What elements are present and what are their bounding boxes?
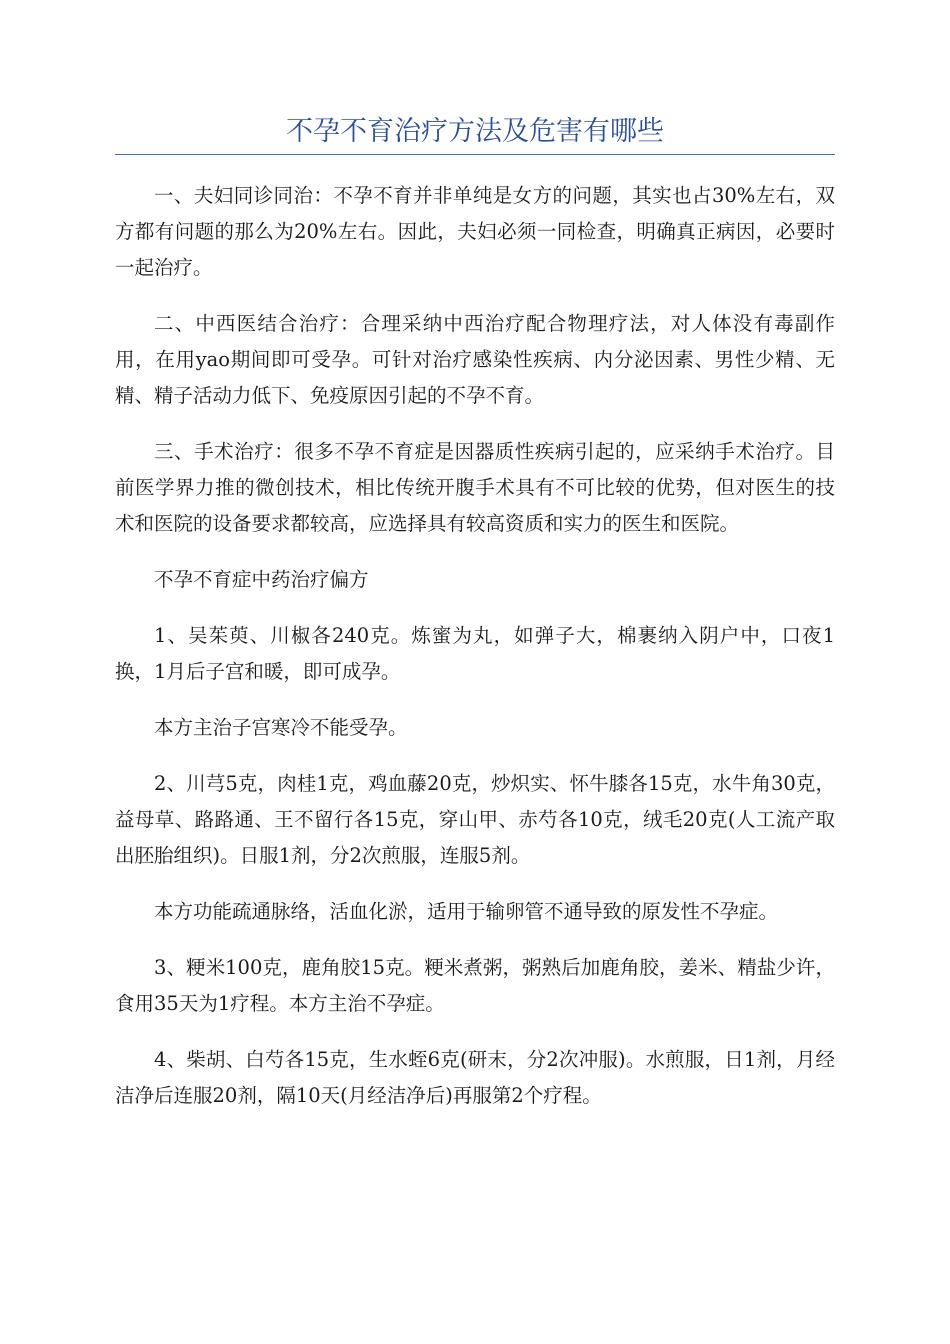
paragraph-remedy-4: 4、柴胡、白芍各15克，生水蛭6克(研末，分2次冲服)。水煎服，日1剂，月经洁净后连服20剂，隔10天(月经洁净后)再服第2个疗程。 [115, 1048, 835, 1107]
paragraph-remedy-2-note: 本方功能疏通脉络，活血化淤，适用于输卵管不通导致的原发性不孕症。 [154, 900, 779, 923]
page-title: 不孕不育治疗方法及危害有哪些 [286, 116, 664, 147]
paragraph-remedy-1-note: 本方主治子宫寒冷不能受孕。 [154, 716, 408, 739]
title-underline [115, 154, 835, 155]
paragraph-2: 二、中西医结合治疗：合理采纳中西治疗配合物理疗法，对人体没有毒副作用，在用yao期间即可受孕。可针对治疗感染性疾病、内分泌因素、男性少精、无精、精子活动力低下、免疫原因引起的不孕不育。 [115, 312, 835, 407]
paragraph-remedy-3: 3、粳米100克，鹿角胶15克。粳米煮粥，粥熟后加鹿角胶，姜米、精盐少许，食用35天为1疗程。本方主治不孕症。 [115, 956, 835, 1015]
paragraph-3: 三、手术治疗：很多不孕不育症是因器质性疾病引起的，应采纳手术治疗。目前医学界力推的微创技术，相比传统开腹手术具有不可比较的优势，但对医生的技术和医院的设备要求都较高，应选择具有较高资质和实力的医生和医院。 [115, 440, 835, 535]
section-heading: 不孕不育症中药治疗偏方 [154, 568, 369, 591]
paragraph-remedy-1: 1、吴茱萸、川椒各240克。炼蜜为丸，如弹子大，棉裹纳入阴户中，口夜1换，1月后子宫和暖，即可成孕。 [115, 624, 835, 683]
document-body [115, 178, 835, 1134]
paragraph-remedy-2: 2、川芎5克，肉桂1克，鸡血藤20克，炒炽实、怀牛膝各15克，水牛角30克，益母草、路路通、王不留行各15克，穿山甲、赤芍各10克，绒毛20克(人工流产取出胚胎组织)。日服1剂，分2次煎服，连服5剂。 [115, 772, 835, 867]
paragraph-1: 一、夫妇同诊同治：不孕不育并非单纯是女方的问题，其实也占30%左右，双方都有问题的那么为20%左右。因此，夫妇必须一同检查，明确真正病因，必要时一起治疗。 [115, 184, 835, 279]
